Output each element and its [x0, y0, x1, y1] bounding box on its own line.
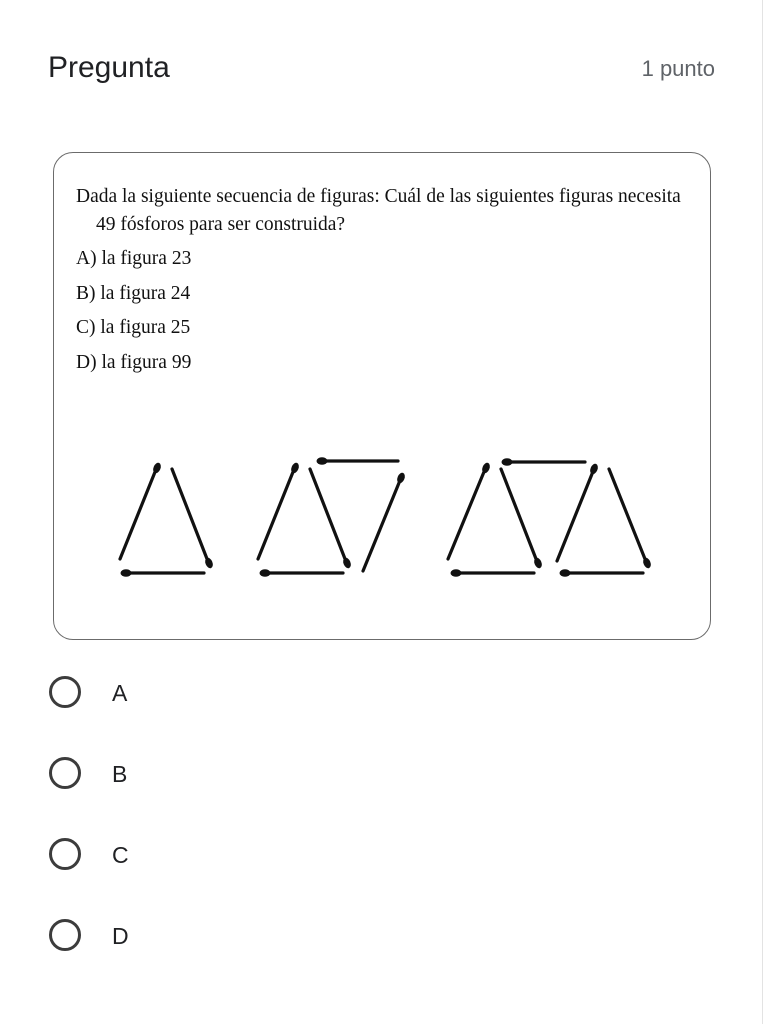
match — [501, 469, 538, 564]
question-option-a: A) la figura 23 — [76, 248, 192, 269]
points-label: 1 punto — [641, 56, 715, 81]
answer-option-d[interactable] — [48, 917, 348, 961]
figure-3 — [448, 458, 652, 577]
match-head — [121, 569, 132, 577]
question-option-d: D) la figura 99 — [76, 351, 192, 373]
radio-button-b[interactable] — [49, 757, 81, 789]
match — [310, 469, 347, 564]
match-head — [502, 458, 513, 466]
radio-button-c[interactable] — [49, 838, 81, 870]
question-title: Pregunta — [48, 51, 170, 84]
answer-label-d: D — [112, 923, 129, 949]
match — [557, 469, 594, 561]
question-image — [53, 152, 711, 640]
answer-label-c: C — [112, 842, 129, 868]
figure-1 — [120, 462, 214, 577]
match — [448, 467, 486, 559]
answer-label-a: A — [112, 680, 128, 706]
radio-button-d[interactable] — [49, 919, 81, 951]
match-head — [260, 569, 271, 577]
match-head — [589, 463, 600, 476]
match-head — [317, 457, 328, 465]
matchstick-figures — [54, 153, 712, 641]
match-head — [451, 569, 462, 577]
question-option-c: C) la figura 25 — [76, 317, 191, 338]
match-head — [396, 472, 407, 485]
answer-option-b[interactable] — [48, 755, 348, 799]
match — [172, 469, 209, 564]
question-option-b: B) la figura 24 — [76, 282, 191, 304]
question-prompt: Dada la siguiente secuencia de figuras: Cuál de las siguientes figuras necesita 49 fósforos para ser construida? — [76, 186, 681, 235]
match — [120, 467, 157, 559]
question-header — [48, 48, 715, 88]
answer-label-b: B — [112, 761, 128, 787]
answer-option-c[interactable] — [48, 836, 348, 880]
match-head — [560, 569, 571, 577]
match — [609, 469, 647, 564]
match — [363, 478, 401, 571]
match — [258, 467, 295, 559]
radio-button-a[interactable] — [49, 676, 81, 708]
figure-2 — [258, 457, 406, 577]
answer-option-a[interactable] — [48, 674, 348, 718]
